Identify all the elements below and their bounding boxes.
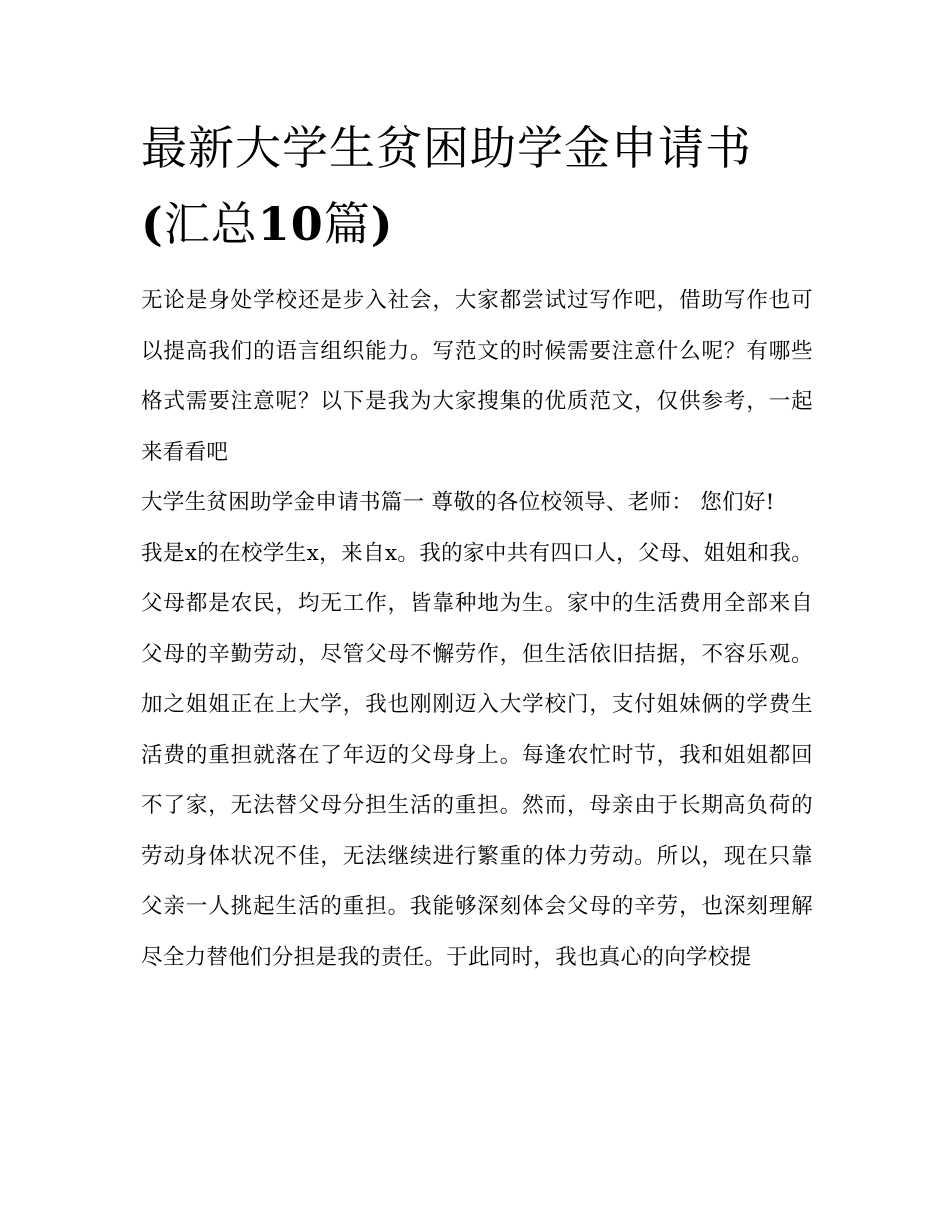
title-paren-open: ( [141,197,164,251]
document-title [141,110,813,262]
body-paragraph: 我是x的在校学生x，来自x。我的家中共有四口人，父母、姐姐和我。父母都是农民，均无工作，皆靠种地为生。家中的生活费用全部来自父母的辛勤劳动，尽管父母不懈劳作，但生活依旧拮据，不容乐观。加之姐姐正在上大学，我也刚刚迈入大学校门，支付姐妹俩的学费生活费的重担就落在了年迈的父母身上。每逢农忙时节，我和姐姐都回不了家，无法替父母分担生活的重担。然而，母亲由于长期高负荷的劳动身体状况不佳，无法继续进行繁重的体力劳动。所以，现在只靠父亲一人挑起生活的重担。我能够深刻体会父母的辛劳，也深刻理解尽全力替他们分担是我的责任。于此同时，我也真心的向学校提 [141,540,813,970]
title-number: 10 [257,197,324,251]
title-paren-close: ) [370,197,394,251]
intro-paragraph: 无论是身处学校还是步入社会，大家都尝试过写作吧，借助写作也可以提高我们的语言组织能力。写范文的时候需要注意什么呢？有哪些格式需要注意呢？以下是我为大家搜集的优质范文，仅供参考，一起来看看吧 [141,288,813,465]
title-word-summary: 汇总 [163,197,258,251]
title-word-pieces: 篇 [323,197,371,251]
document-page [141,110,813,983]
section-heading-paragraph: 大学生贫困助学金申请书篇一 尊敬的各位校领导、老师： 您们好! [141,490,775,515]
title-line-1: 最新大学生贫困助学金申请书 [141,121,752,175]
